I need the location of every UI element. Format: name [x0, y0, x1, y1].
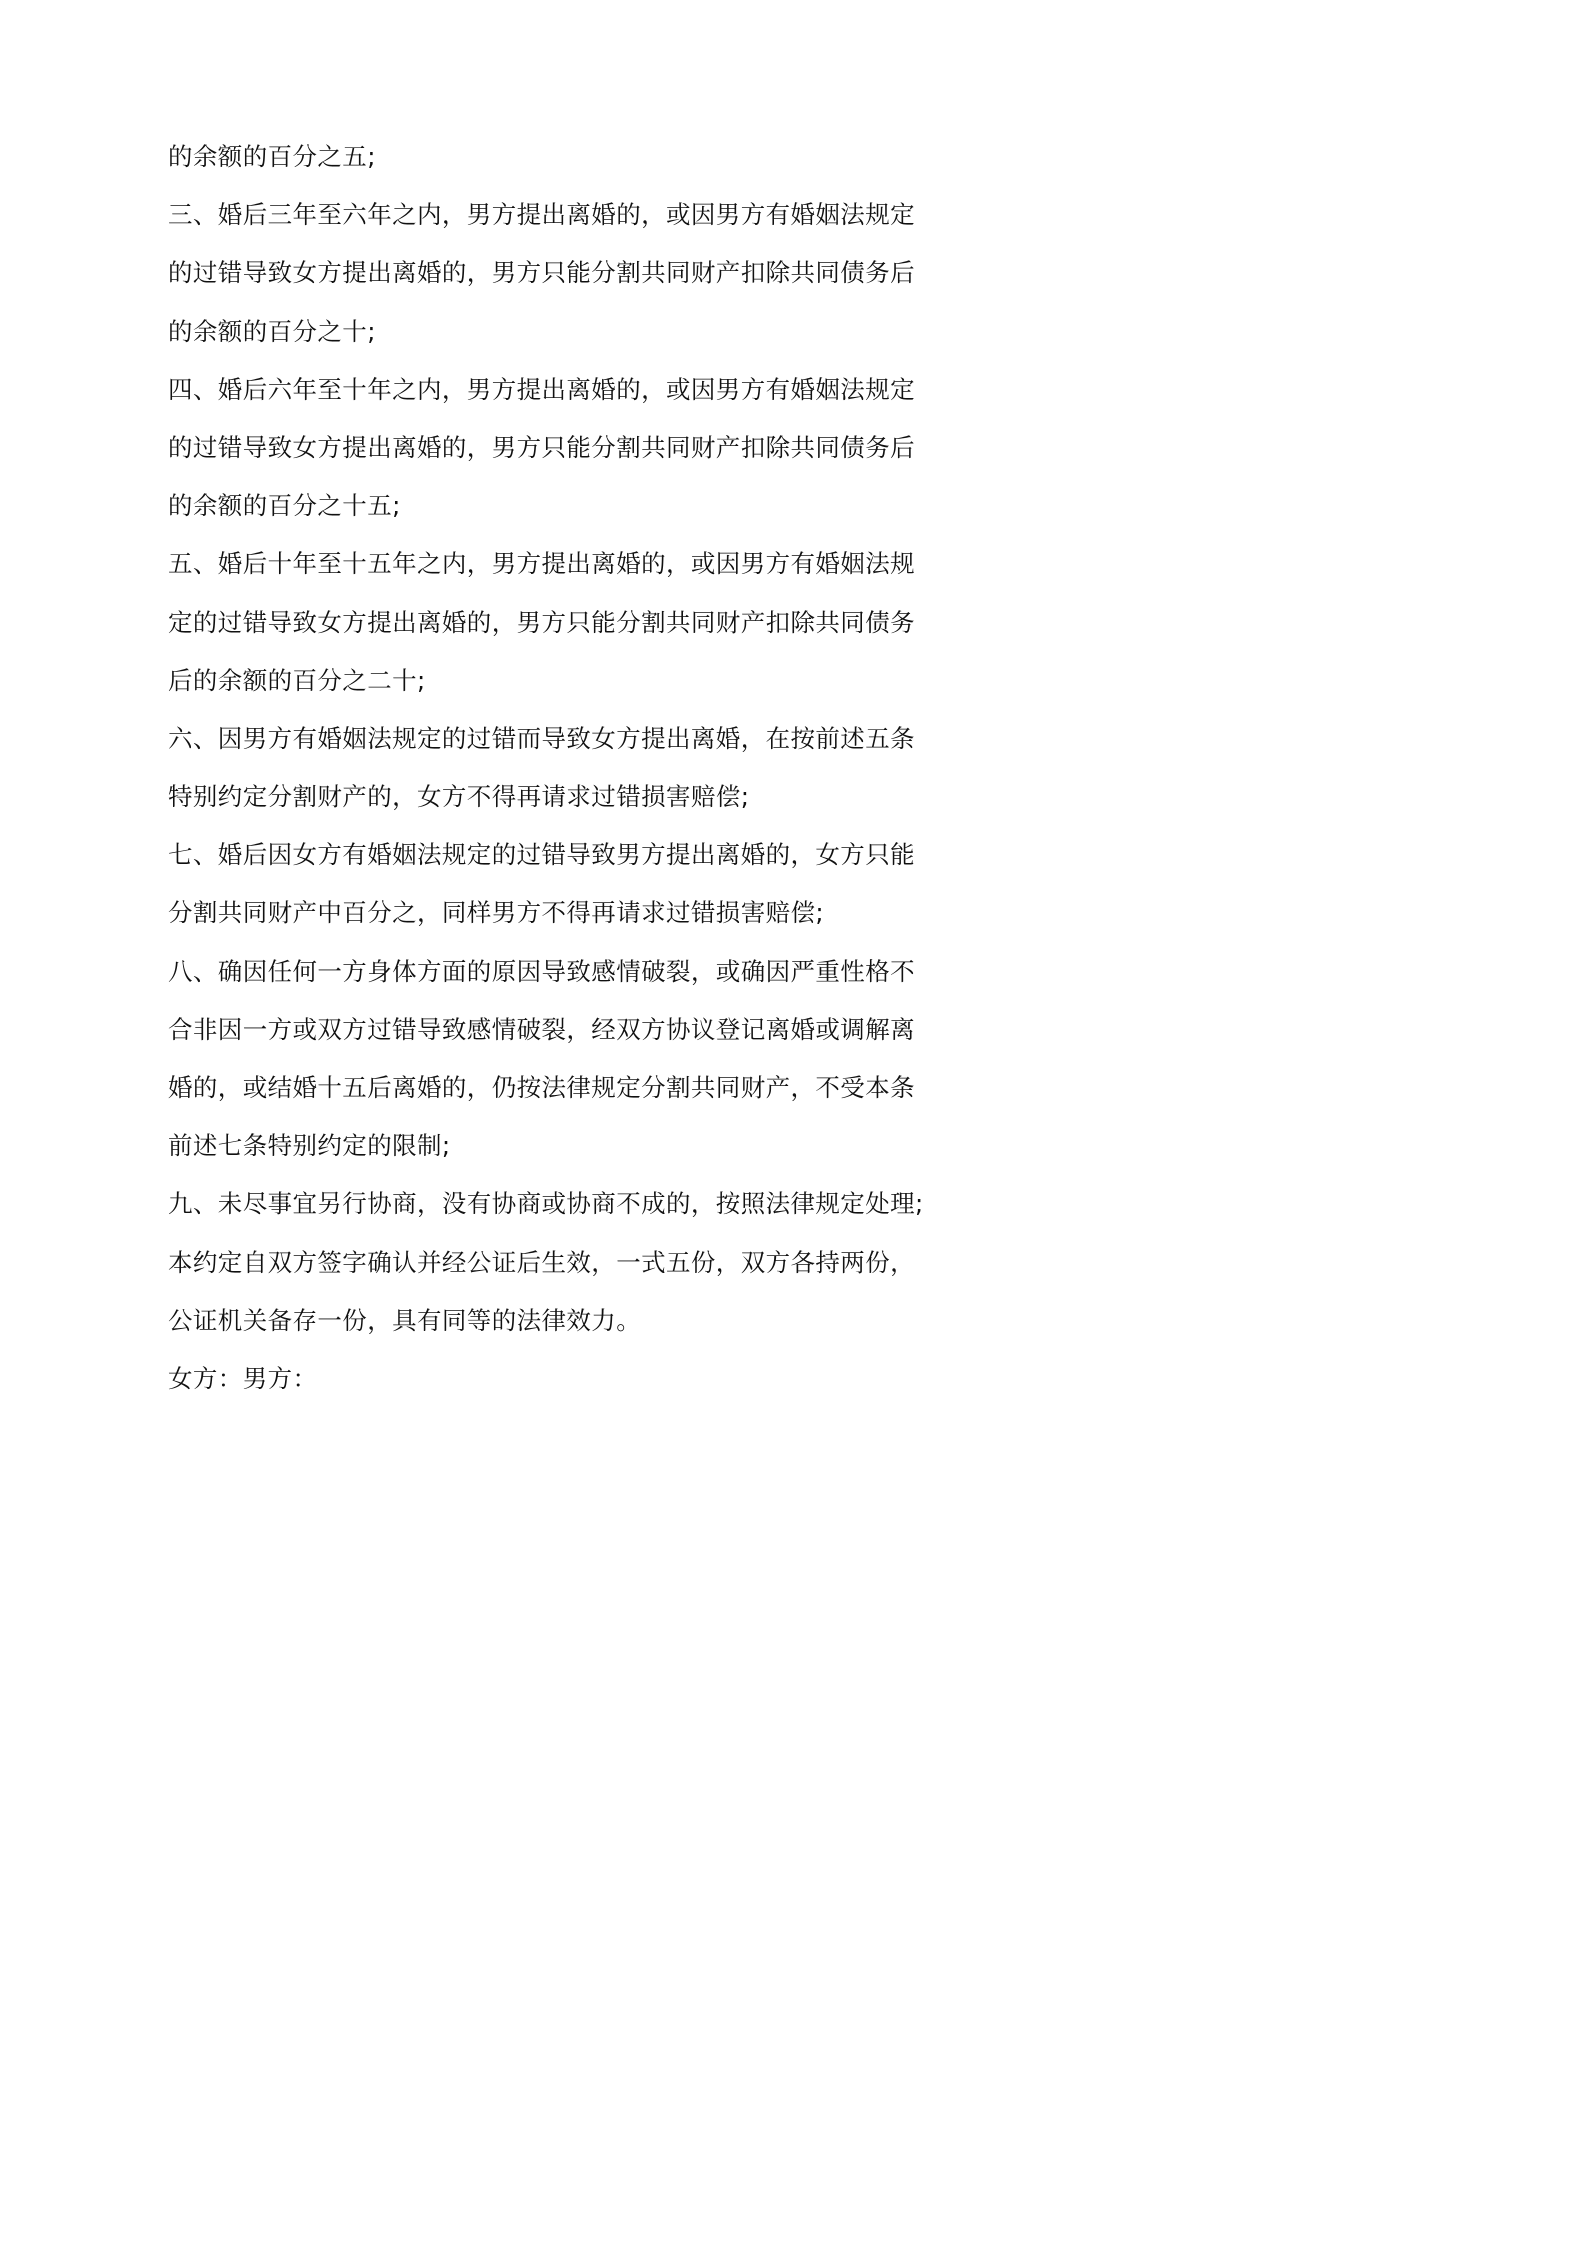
document-page	[0, 0, 1103, 1560]
text-line-1: 的余额的百分之五;	[168, 142, 376, 171]
clause-4-line-2: 的过错导致女方提出离婚的，男方只能分割共同财产扣除共同债务后	[168, 432, 915, 462]
signature-line: 女方：男方：	[168, 1363, 318, 1393]
clause-3-line-1: 三、婚后三年至六年之内，男方提出离婚的，或因男方有婚姻法规定	[168, 200, 915, 230]
clause-7-line-1: 七、婚后因女方有婚姻法规定的过错导致男方提出离婚的，女方只能	[168, 840, 915, 870]
effectiveness-line-1: 本约定自双方签字确认并经公证后生效，一式五份，双方各持两份，	[168, 1247, 915, 1277]
clause-4-line-3: 的余额的百分之十五;	[168, 491, 401, 521]
clause-8-line-4: 前述七条特别约定的限制;	[168, 1131, 451, 1161]
agreement-text	[168, 128, 958, 1408]
clause-6-line-1: 六、因男方有婚姻法规定的过错而导致女方提出离婚，在按前述五条	[168, 723, 915, 753]
clause-5-line-1: 五、婚后十年至十五年之内，男方提出离婚的，或因男方有婚姻法规	[168, 549, 915, 579]
clause-8-line-3: 婚的，或结婚十五后离婚的，仍按法律规定分割共同财产，不受本条	[168, 1073, 915, 1102]
clause-8-line-2: 合非因一方或双方过错导致感情破裂，经双方协议登记离婚或调解离	[168, 1014, 915, 1044]
clause-9-line-1: 九、未尽事宜另行协商，没有协商或协商不成的，按照法律规定处理;	[168, 1189, 924, 1219]
clause-5-line-3: 后的余额的百分之二十;	[168, 665, 426, 695]
clause-8-line-1: 八、确因任何一方身体方面的原因导致感情破裂，或确因严重性格不	[168, 956, 915, 986]
clause-6-line-2: 特别约定分割财产的，女方不得再请求过错损害赔偿;	[168, 782, 750, 812]
clause-3-line-2: 的过错导致女方提出离婚的，男方只能分割共同财产扣除共同债务后	[168, 258, 915, 288]
clause-5-line-2: 定的过错导致女方提出离婚的，男方只能分割共同财产扣除共同债务	[168, 607, 915, 637]
clause-7-line-2: 分割共同财产中百分之，同样男方不得再请求过错损害赔偿;	[168, 898, 825, 928]
clause-4-line-1: 四、婚后六年至十年之内，男方提出离婚的，或因男方有婚姻法规定	[168, 374, 915, 404]
clause-3-line-3: 的余额的百分之十;	[168, 316, 376, 346]
effectiveness-line-2: 公证机关备存一份，具有同等的法律效力。	[168, 1305, 642, 1335]
